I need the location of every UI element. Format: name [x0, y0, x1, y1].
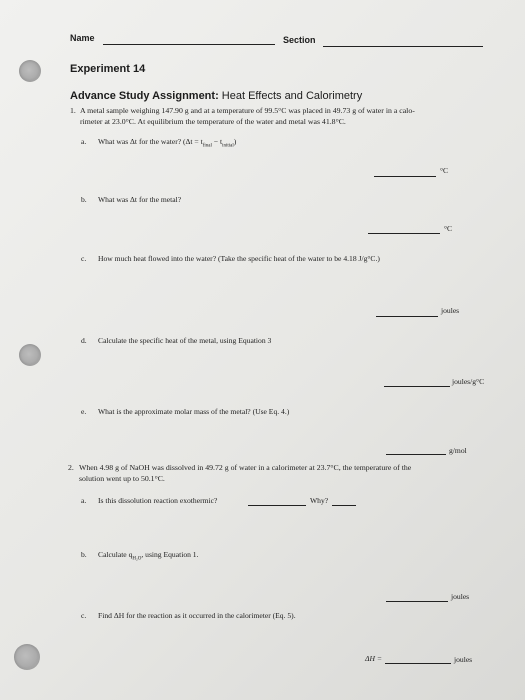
- q1-number: 1.: [70, 106, 76, 115]
- q2a-why-field[interactable]: [332, 505, 356, 506]
- q1a-text: What was Δt for the water? $(\Delta t = t_{final} - t_{initial})$: [98, 137, 237, 149]
- q1b-text: What was Δt for the metal?: [98, 195, 182, 204]
- section-field[interactable]: [323, 46, 483, 47]
- assignment-title: [70, 90, 362, 102]
- q2c-unit: joules: [454, 655, 473, 664]
- q1b-letter: b.: [81, 195, 87, 204]
- q1a-unit: °C: [440, 166, 449, 175]
- q1e-text: What is the approximate molar mass of the metal? (Use Eq. 4.): [98, 407, 290, 416]
- q1d-text: Calculate the specific heat of the metal, using Equation 3: [98, 336, 272, 345]
- q1c-text: How much heat flowed into the water? (Take the specific heat of the water to be 4.18 J/g°C.): [98, 254, 380, 263]
- q1a-letter: a.: [81, 137, 87, 146]
- q1e-answer-field[interactable]: [386, 454, 446, 455]
- q2c-answer-field[interactable]: [385, 663, 451, 664]
- q1e-letter: e.: [81, 407, 87, 416]
- q1c-answer-field[interactable]: [376, 316, 438, 317]
- q1-text-line1: A metal sample weighing 147.90 g and at a temperature of 99.5°C was placed in 49.73 g of water in a calo-: [80, 106, 415, 115]
- q2-text-line2: solution went up to 50.1°C.: [79, 474, 165, 483]
- q1a-answer-field[interactable]: [374, 176, 436, 177]
- q2a-text: Is this dissolution reaction exothermic?: [98, 496, 218, 505]
- name-label: Name: [70, 33, 95, 43]
- q1d-answer-field[interactable]: [384, 386, 450, 387]
- assignment-title-rest: Heat Effects and Calorimetry: [221, 90, 363, 102]
- name-field[interactable]: [103, 44, 275, 45]
- q1-text-line2: rimeter at 23.0°C. At equilibrium the temperature of the water and metal was 41.8°C.: [80, 117, 346, 126]
- q2-number: 2.: [68, 463, 74, 472]
- q2a-why-label: Why?: [310, 496, 329, 505]
- punch-hole-bottom: [14, 644, 40, 670]
- q1c-letter: c.: [81, 254, 87, 263]
- q2a-answer-field[interactable]: [248, 505, 306, 506]
- q2b-unit: joules: [451, 592, 470, 601]
- q2b-text: Calculate $q_{H_2O}$, using Equation 1.: [98, 550, 199, 562]
- experiment-title: Experiment 14: [70, 63, 146, 75]
- q1d-unit: joules/g°C: [452, 377, 485, 386]
- q1e-unit: g/mol: [449, 446, 467, 455]
- q2c-text: Find ΔH for the reaction as it occurred in the calorimeter (Eq. 5).: [98, 611, 296, 620]
- punch-hole-top: [19, 60, 41, 82]
- q1b-answer-field[interactable]: [368, 233, 440, 234]
- assignment-title-bold: Advance Study Assignment:: [70, 90, 219, 102]
- q1b-unit: °C: [444, 224, 453, 233]
- section-label: Section: [283, 35, 316, 45]
- q2c-letter: c.: [81, 611, 87, 620]
- q2a-letter: a.: [81, 496, 87, 505]
- q2c-dh-label: ΔH =: [365, 654, 382, 663]
- q1c-unit: joules: [441, 306, 460, 315]
- q2b-answer-field[interactable]: [386, 601, 448, 602]
- q1d-letter: d.: [81, 336, 87, 345]
- q2b-letter: b.: [81, 550, 87, 559]
- punch-hole-middle: [19, 344, 41, 366]
- q2-text-line1: When 4.98 g of NaOH was dissolved in 49.72 g of water in a calorimeter at 23.7°C, the temperature of the: [79, 463, 412, 472]
